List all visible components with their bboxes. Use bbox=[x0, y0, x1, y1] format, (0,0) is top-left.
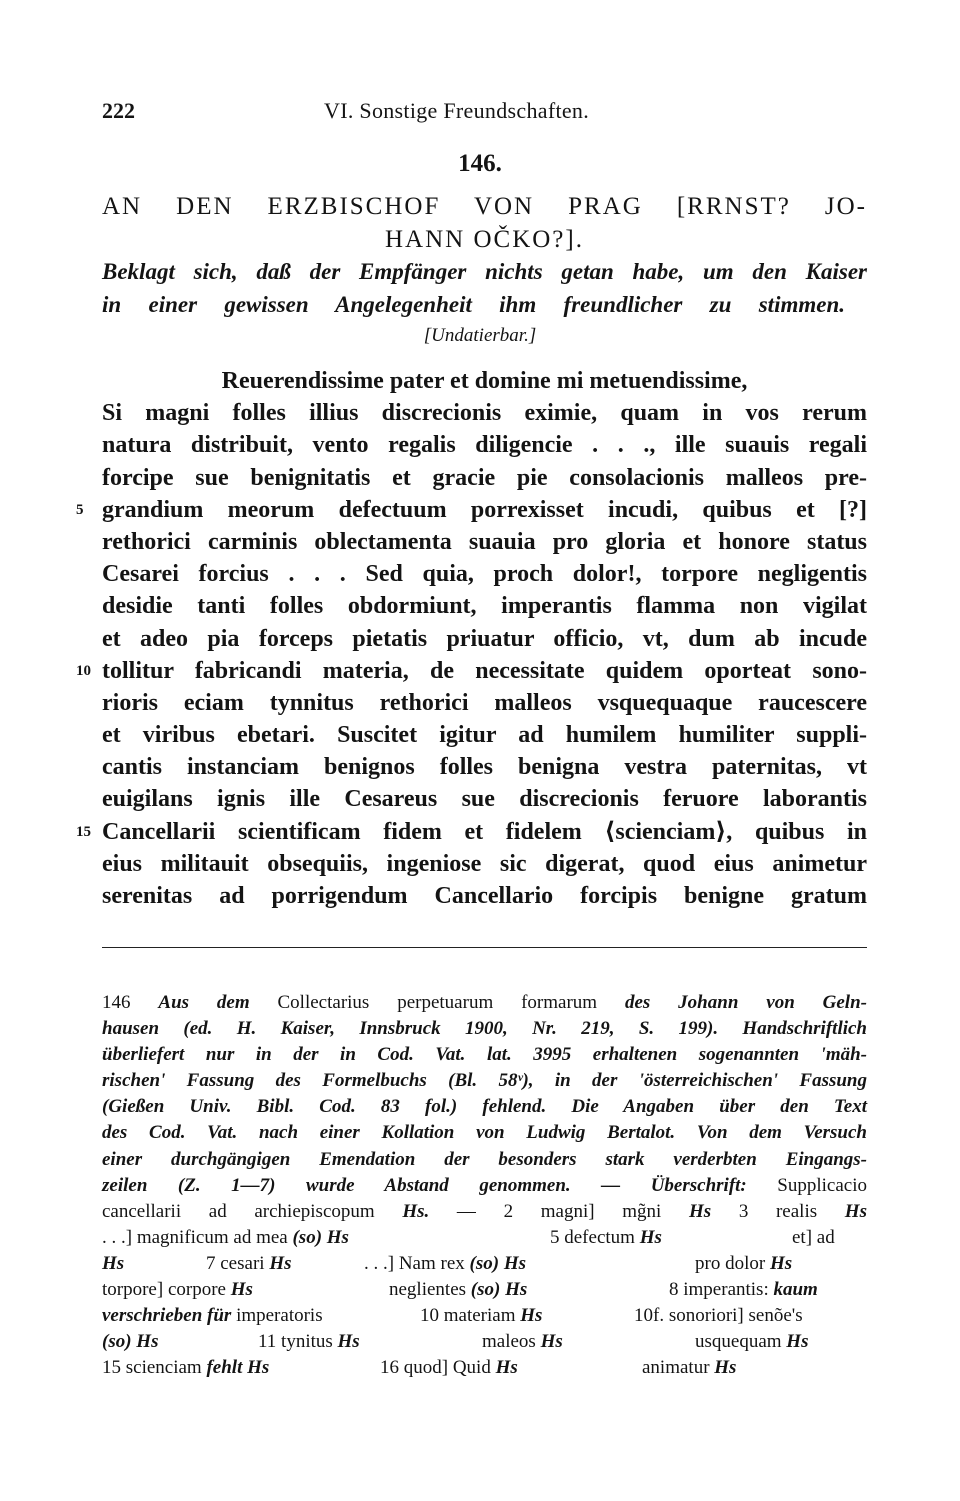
apparatus-line bbox=[102, 1120, 867, 1146]
summary-line: Beklagt sich, daß der Empfänger nichts getan habe, um den Kaiser bbox=[102, 259, 867, 284]
apparatus-line-text bbox=[102, 990, 867, 1016]
body-line-text: desidie tanti folles obdormiunt, imperantis flamma non vigilat bbox=[102, 593, 867, 620]
body-line bbox=[102, 880, 867, 912]
apparatus-line-text bbox=[102, 1094, 867, 1120]
variant-cell bbox=[550, 1225, 662, 1251]
body-line-text: eius militauit obsequiis, ingeniose sic digerat, quod eius animetur bbox=[102, 850, 867, 877]
apparatus-text: imperatoris bbox=[231, 1305, 323, 1327]
body-line bbox=[102, 365, 867, 397]
apparatus-line bbox=[102, 1147, 867, 1173]
apparatus-italic: Hs bbox=[495, 1357, 518, 1379]
apparatus-italic: zeilen (Z. 1—7) wurde Abstand genommen. — Überschrift: bbox=[102, 1174, 747, 1196]
variant-row bbox=[102, 1329, 867, 1355]
body-line bbox=[76, 494, 867, 526]
apparatus-text: cancellarii ad archiepiscopum bbox=[102, 1200, 403, 1222]
body-line-text: tollitur fabricandi materia, de necessitate quidem oporteat sono- bbox=[102, 657, 867, 684]
apparatus-italic: (so) Hs bbox=[470, 1279, 528, 1301]
apparatus-text: 8 imperantis: bbox=[669, 1279, 774, 1301]
body-line-text: Cancellarii scientificam fidem et fidelem ⟨scienciam⟩, quibus in bbox=[102, 818, 867, 845]
variant-row bbox=[102, 1225, 867, 1251]
variant-cell bbox=[102, 1329, 158, 1355]
variant-cell bbox=[634, 1303, 803, 1329]
apparatus-italic: hausen (ed. H. Kaiser, Innsbruck 1900, Nr. 219, S. 199). Handschriftlich bbox=[102, 1018, 867, 1040]
variant-cell bbox=[102, 1277, 253, 1303]
running-title: VI. Sonstige Freundschaften. bbox=[324, 98, 590, 123]
apparatus-text: 7 cesari bbox=[206, 1252, 270, 1274]
apparatus-text: . . .] Nam rex bbox=[364, 1252, 470, 1274]
body-line-text: et adeo pia forceps pietatis priuatur officio, vt, dum ab incude bbox=[102, 625, 867, 652]
apparatus-text: 10f. sonoriori] senõe's bbox=[634, 1305, 803, 1327]
heading-line: AN DEN ERZBISCHOF VON PRAG [RRNST? JO- bbox=[102, 193, 867, 220]
body-line-text: et viribus ebetari. Suscitet igitur ad humilem humiliter suppli- bbox=[102, 722, 867, 749]
apparatus-text: Collectarius perpetuarum formarum bbox=[249, 992, 625, 1013]
body-line bbox=[102, 558, 867, 590]
variant-cell bbox=[695, 1251, 792, 1277]
variant-cell bbox=[102, 1225, 349, 1251]
apparatus-text: 16 quod] Quid bbox=[380, 1357, 496, 1379]
apparatus-text: 5 defectum bbox=[550, 1226, 640, 1248]
footnote-divider bbox=[102, 947, 867, 948]
letter-number: 146. bbox=[458, 150, 502, 177]
apparatus-line bbox=[102, 1199, 867, 1225]
apparatus-variants bbox=[102, 1225, 867, 1382]
apparatus-italic: Hs bbox=[102, 1252, 125, 1274]
letter-body bbox=[76, 365, 867, 912]
apparatus-italic: Hs bbox=[230, 1279, 253, 1301]
apparatus-italic: kaum bbox=[773, 1279, 818, 1301]
line-number: 15 bbox=[76, 823, 91, 840]
apparatus-italic: Aus dem bbox=[158, 992, 250, 1013]
apparatus-italic: überliefert nur in der in Cod. Vat. lat. 3995 erhaltenen sogenannten 'mäh- bbox=[102, 1044, 867, 1066]
body-line bbox=[76, 655, 867, 687]
body-line-text: cantis instanciam benignos folles benigna vestra paternitas, vt bbox=[102, 754, 867, 781]
body-line bbox=[102, 462, 867, 494]
variant-cell bbox=[364, 1251, 526, 1277]
apparatus-italic: Hs bbox=[769, 1252, 793, 1274]
apparatus-text: 11 tynitus bbox=[258, 1331, 338, 1353]
body-line-text: grandium meorum defectuum porrexisset incudi, quibus et [?] bbox=[102, 496, 867, 523]
apparatus-italic: des Johann von Geln- bbox=[624, 992, 867, 1013]
body-line-text: rethorici carminis oblectamenta suauia pro gloria et honore status bbox=[102, 528, 867, 555]
body-line-text: rioris eciam tynnitus rethorici malleos vsquequaque raucescere bbox=[102, 689, 867, 716]
body-line bbox=[102, 397, 867, 429]
apparatus-italic: Hs bbox=[786, 1331, 809, 1353]
variant-cell bbox=[389, 1277, 527, 1303]
apparatus-line-text bbox=[102, 1199, 867, 1225]
apparatus-line bbox=[102, 1173, 867, 1199]
apparatus-italic: Hs bbox=[714, 1357, 737, 1379]
variant-cell bbox=[380, 1355, 518, 1381]
letter-heading bbox=[102, 190, 867, 256]
variant-cell bbox=[695, 1329, 808, 1355]
line-number: 10 bbox=[76, 662, 91, 679]
apparatus-italic: einer durchgängigen Emendation der besonders stark verderbten Eingangs- bbox=[102, 1148, 867, 1170]
variant-row bbox=[102, 1355, 867, 1381]
apparatus-italic: Hs bbox=[688, 1200, 712, 1222]
body-line bbox=[102, 719, 867, 751]
body-line bbox=[102, 590, 867, 622]
apparatus-line-text bbox=[102, 1042, 867, 1068]
body-line-text: Si magni folles illius discrecionis eximie, quam in vos rerum bbox=[102, 400, 867, 427]
apparatus-line bbox=[102, 1068, 867, 1094]
variant-cell bbox=[258, 1329, 360, 1355]
variant-row bbox=[102, 1277, 867, 1303]
apparatus-text: 146 bbox=[102, 992, 159, 1013]
summary-line: in einer gewissen Angelegenheit ihm freundlicher zu stimmen. bbox=[102, 292, 845, 317]
apparatus-italic: (Gießen Univ. Bibl. Cod. 83 fol.) fehlend. Die Angaben über den Text bbox=[102, 1096, 867, 1118]
body-line bbox=[102, 783, 867, 815]
apparatus-text: 3 realis bbox=[711, 1200, 845, 1222]
apparatus-italic: verschrieben für bbox=[102, 1305, 232, 1327]
apparatus-italic: rischen' Fassung des Formelbuchs (Bl. 58ᵛ), in der 'österreichischen' Fassung bbox=[102, 1070, 867, 1092]
body-line bbox=[102, 526, 867, 558]
variant-row bbox=[102, 1251, 867, 1277]
body-line bbox=[102, 751, 867, 783]
letter-date: [Undatierbar.] bbox=[423, 325, 537, 346]
body-line bbox=[102, 848, 867, 880]
body-line-text: Cesarei forcius . . . Sed quia, proch dolor!, torpore negligentis bbox=[102, 561, 867, 588]
apparatus-italic: Hs bbox=[540, 1331, 563, 1353]
variant-cell bbox=[102, 1251, 124, 1277]
variant-cell bbox=[482, 1329, 563, 1355]
body-line-text: forcipe sue benignitatis et gracie pie consolacionis malleos pre- bbox=[102, 464, 867, 491]
apparatus-italic: Hs bbox=[844, 1200, 867, 1222]
heading-line: HANN OČKO?]. bbox=[385, 226, 584, 253]
apparatus-italic: des Cod. Vat. nach einer Kollation von Ludwig Bertalot. Von dem Versuch bbox=[102, 1122, 867, 1144]
apparatus-line-text bbox=[102, 1147, 867, 1173]
apparatus-italic: fehlt Hs bbox=[206, 1357, 270, 1379]
body-line bbox=[102, 687, 867, 719]
apparatus-italic: Hs bbox=[639, 1226, 662, 1248]
variant-cell bbox=[102, 1355, 269, 1381]
page-header bbox=[102, 98, 862, 128]
apparatus-text: maleos bbox=[482, 1331, 541, 1353]
apparatus-text: 10 materiam bbox=[420, 1305, 521, 1327]
apparatus-text: et] ad bbox=[792, 1226, 835, 1248]
apparatus-italic: (so) Hs bbox=[102, 1331, 159, 1353]
variant-cell bbox=[669, 1277, 818, 1303]
body-line bbox=[76, 816, 867, 848]
variant-cell bbox=[792, 1225, 835, 1251]
variant-cell bbox=[642, 1355, 736, 1381]
body-line bbox=[102, 623, 867, 655]
apparatus-italic: (so) Hs bbox=[292, 1226, 349, 1248]
apparatus-text: torpore] corpore bbox=[102, 1279, 231, 1301]
variant-cell bbox=[206, 1251, 292, 1277]
apparatus-italic: Hs bbox=[520, 1305, 543, 1327]
apparatus-text: — 2 magni] mg̃ni bbox=[429, 1200, 689, 1222]
apparatus-text: 15 scienciam bbox=[102, 1357, 207, 1379]
apparatus-line-text bbox=[102, 1016, 867, 1042]
apparatus-line bbox=[102, 990, 867, 1016]
apparatus-text: . . .] magnificum ad mea bbox=[102, 1226, 293, 1248]
apparatus-line bbox=[102, 1016, 867, 1042]
apparatus-line bbox=[102, 1042, 867, 1068]
letter-summary bbox=[102, 255, 867, 321]
apparatus-line bbox=[102, 1094, 867, 1120]
apparatus-italic: Hs bbox=[269, 1252, 292, 1274]
body-line-text: serenitas ad porrigendum Cancellario forcipis benigne gratum bbox=[102, 883, 867, 909]
variant-row bbox=[102, 1303, 867, 1329]
critical-apparatus bbox=[102, 990, 867, 1225]
page-number: 222 bbox=[102, 98, 135, 123]
line-number: 5 bbox=[76, 501, 84, 518]
apparatus-line-text bbox=[102, 1120, 867, 1146]
apparatus-italic: Hs. bbox=[402, 1200, 430, 1222]
apparatus-text: neglientes bbox=[389, 1279, 471, 1301]
body-line-text: Reuerendissime pater et domine mi metuendissime, bbox=[221, 368, 748, 394]
apparatus-line-text bbox=[102, 1173, 867, 1199]
variant-cell bbox=[102, 1303, 323, 1329]
body-line-text: euigilans ignis ille Cesareus sue discrecionis feruore laborantis bbox=[102, 786, 867, 813]
apparatus-text: animatur bbox=[642, 1357, 715, 1379]
apparatus-line-text bbox=[102, 1068, 867, 1094]
body-line bbox=[102, 429, 867, 461]
body-line-text: natura distribuit, vento regalis diligencie . . ., ille suauis regali bbox=[102, 432, 867, 459]
variant-cell bbox=[420, 1303, 542, 1329]
apparatus-italic: (so) Hs bbox=[469, 1252, 527, 1274]
apparatus-text: Supplicacio bbox=[746, 1174, 868, 1196]
apparatus-text: pro dolor bbox=[695, 1252, 770, 1274]
apparatus-italic: Hs bbox=[337, 1331, 360, 1353]
apparatus-text: usquequam bbox=[695, 1331, 787, 1353]
